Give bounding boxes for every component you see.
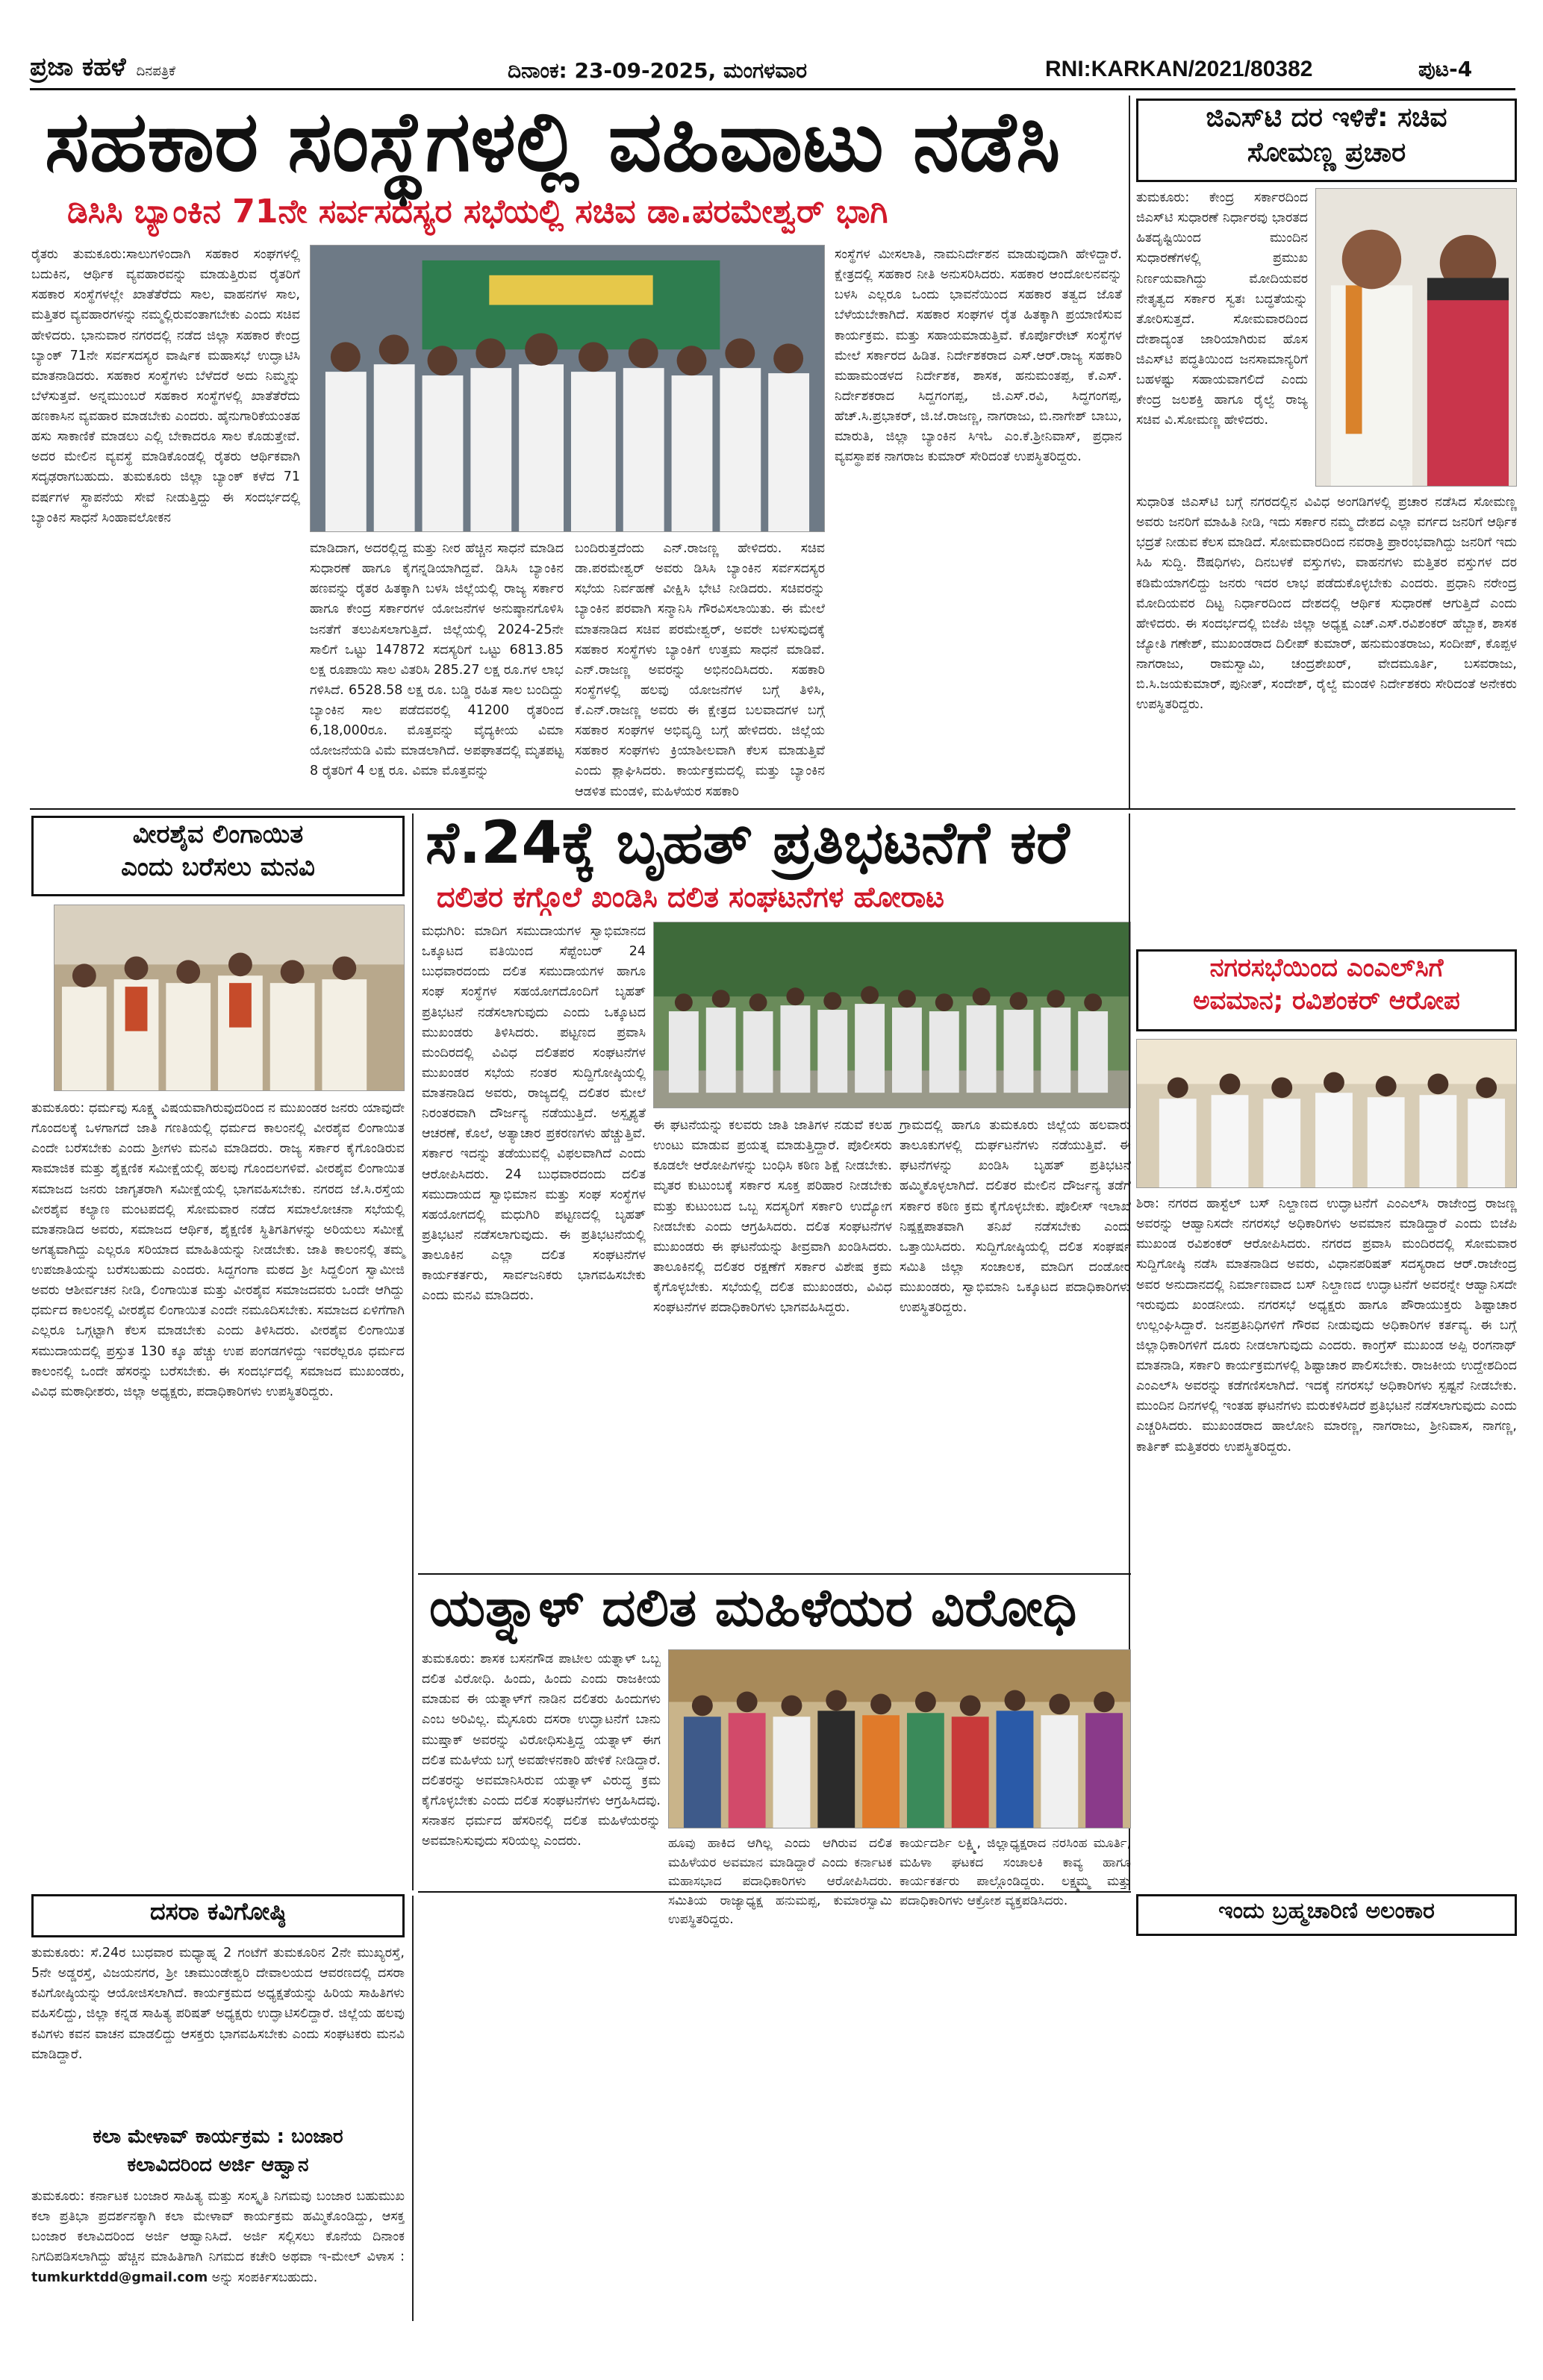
rni-number: RNI:KARKAN/2021/80382 — [1045, 57, 1313, 81]
protest-column-2: ಈ ಘಟನೆಯನ್ನು ಕಲವರು ಜಾತಿ ಜಾತಿಗಳ ನಡುವೆ ಕಲಹ ಉಂಟು ಮಾಡುವ ಪ್ರಯತ್ನ ಮಾಡುತ್ತಿದ್ದಾರೆ. ಪೊಲೀಸರು ಕೂಡಲೇ ಆರೋಪಿಗಳನ್ನು ಬಂಧಿಸಿ ಕಠಿಣ ಶಿಕ್ಷೆ ನೀಡಬೇಕು. ಮೃತರ ಕುಟುಂಬಕ್ಕೆ ಸರ್ಕಾರ ಸೂಕ್ತ ಪರಿಹಾರ ನೀಡಬೇಕು ಮತ್ತು ಕುಟುಂಬದ ಒಬ್ಬ ಸದಸ್ಯರಿಗೆ ಸರ್ಕಾರಿ ಉದ್ಯೋಗ ನೀಡಬೇಕು ಎಂದು ಆಗ್ರಹಿಸಿದರು. ದಲಿತ ಸಂಘಟನೆಗಳ ಮುಖಂಡರು ಈ ಘಟನೆಯನ್ನು ತೀವ್ರವಾಗಿ ಖಂಡಿಸಿದರು. ತಾಲೂಕಿನಲ್ಲಿ ದಲಿತರ ರಕ್ಷಣೆಗೆ ಸರ್ಕಾರ ವಿಶೇಷ ಕ್ರಮ ಕೈಗೊಳ್ಳಬೇಕು. ಸಭೆಯಲ್ಲಿ ದಲಿತ ಮುಖಂಡರು, ವಿವಿಧ ಸಂಘಟನೆಗಳ ಪದಾಧಿಕಾರಿಗಳು ಭಾಗವಹಿಸಿದ್ದರು. — [653, 1118, 892, 1316]
yatnal-body: ತುಮಕೂರು: ಶಾಸಕ ಬಸನಗೌಡ ಪಾಟೀಲ ಯತ್ನಾಳ್ ಒಬ್ಬ ದಲಿತ ವಿರೋಧಿ. ಹಿಂದು, ಹಿಂದು ಎಂದು ರಾಜಕೀಯ ಮಾಡುವ ಈ ಯತ್ನಾಳ್‌ಗೆ ನಾಡಿನ ದಲಿತರು ಹಿಂದುಗಳು ಎಂಬ ಅರಿವಿಲ್ಲ. ಮೈಸೂರು ದಸರಾ ಉದ್ಘಾಟನೆಗೆ ಬಾನು ಮುಷ್ತಾಕ್ ಅವರನ್ನು ವಿರೋಧಿಸುತ್ತಿದ್ದ ಯತ್ನಾಳ್ ಈಗ ದಲಿತ ಮಹಿಳೆಯ ಬಗ್ಗೆ ಅವಹೇಳನಕಾರಿ ಹೇಳಿಕೆ ನೀಡಿದ್ದಾರೆ. ದಲಿತರನ್ನು ಅವಮಾನಿಸಿರುವ ಯತ್ನಾಳ್ ವಿರುದ್ಧ ಕ್ರಮ ಕೈಗೊಳ್ಳಬೇಕು ಎಂದು ದಲಿತ ಸಂಘಟನೆಗಳು ಆಗ್ರಹಿಸಿದವು. ಸನಾತನ ಧರ್ಮದ ಹೆಸರಿನಲ್ಲಿ ದಲಿತ ಮಹಿಳೆಯರನ್ನು ಅವಮಾನಿಸುವುದು ಸರಿಯಲ್ಲ ಎಂದರು. — [422, 1652, 661, 1849]
masthead-rule — [30, 88, 1515, 90]
issue-date: ದಿನಾಂಕ: 23-09-2025, ಮಂಗಳವಾರ — [508, 58, 808, 83]
column-rule — [1129, 96, 1130, 808]
yatnal-caption-2: ಕಾರ್ಯದರ್ಶಿ ಲಕ್ಷ್ಮಿ, ಜಿಲ್ಲಾಧ್ಯಕ್ಷರಾದ ನರಸಿಂಹ ಮೂರ್ತಿ, ಮಹಿಳಾ ಘಟಕದ ಸಂಚಾಲಕಿ ಕಾವ್ಯ ಹಾಗೂ ಕಾರ್ಯಕರ್ತರು ಪಾಲ್ಗೊಂಡಿದ್ದರು. ಲಕ್ಷ್ಮಮ್ಮ ಮತ್ತು ಪದಾಧಿಕಾರಿಗಳು ಆಕ್ರೋಶ ವ್ಯಕ್ತಪಡಿಸಿದರು. — [900, 1836, 1131, 1908]
banjara-headline — [31, 2123, 405, 2179]
banjara-text: ತುಮಕೂರು: ಕರ್ನಾಟಕ ಬಂಜಾರ ಸಾಹಿತ್ಯ ಮತ್ತು ಸಂಸ್ಕೃತಿ ನಿಗಮವು ಬಂಜಾರ ಬಹುಮುಖ ಕಲಾ ಪ್ರತಿಭಾ ಪ್ರದರ್ಶನಕ್ಕಾಗಿ ಕಲಾ ಮೇಳಾವ್ ಕಾರ್ಯಕ್ರಮ ಹಮ್ಮಿಕೊಂಡಿದ್ದು, ಆಸಕ್ತ ಬಂಜಾರ ಕಲಾವಿದರಿಂದ ಅರ್ಜಿ ಆಹ್ವಾನಿಸಿದೆ. ಅರ್ಜಿ ಸಲ್ಲಿಸಲು ಕೊನೆಯ ದಿನಾಂಕ ನಿಗದಿಪಡಿಸಲಾಗಿದ್ದು ಹೆಚ್ಚಿನ ಮಾಹಿತಿಗಾಗಿ ನಿಗಮದ ಕಚೇರಿ ಅಥವಾ ಇ-ಮೇಲ್ ವಿಳಾಸ : — [31, 2189, 405, 2265]
gst-headline-box — [1136, 99, 1517, 182]
lead-column-2: ಮಾಡಿದಾಗ, ಅದರಲ್ಲಿದ್ದ ಮತ್ತು ನೀರ ಹೆಚ್ಚಿನ ಸಾಧನೆ ಮಾಡಿದ ಸುಧಾರಣೆ ಹಾಗೂ ಕೈಗನ್ನಡಿಯಾಗಿದ್ದವೆ. ಡಿಸಿಸಿ ಬ್ಯಾಂಕಿನ ಹಣವನ್ನು ರೈತರ ಹಿತಕ್ಕಾಗಿ ಬಳಸಿ ಜಿಲ್ಲೆಯಲ್ಲಿ ರಾಜ್ಯ ಸರ್ಕಾರ ಹಾಗೂ ಕೇಂದ್ರ ಸರ್ಕಾರಗಳ ಯೋಜನೆಗಳ ಅನುಷ್ಠಾನಗೊಳಿಸಿ ಜನತೆಗೆ ತಲುಪಿಸಲಾಗುತ್ತಿದೆ. ಜಿಲ್ಲೆಯಲ್ಲಿ 2024-25ನೇ ಸಾಲಿಗೆ ಒಟ್ಟು 147872 ಸದಸ್ಯರಿಗೆ ಒಟ್ಟು 6813.85 ಲಕ್ಷ ರೂಪಾಯಿ ಸಾಲ ವಿತರಿಸಿ 285.27 ಲಕ್ಷ ರೂ.ಗಳ ಲಾಭ ಗಳಿಸಿದೆ. 6528.58 ಲಕ್ಷ ರೂ. ಬಡ್ಡಿ ರಹಿತ ಸಾಲ ಬಂದಿದ್ದು ಬ್ಯಾಂಕಿನ ಸಾಲ ಪಡೆದವರಲ್ಲಿ 41200 ರೈತರಿಂದ 6,18,000ರೂ. ಮೊತ್ತವನ್ನು ವೈದ್ಯಕೀಯ ವಿಮಾ ಯೋಜನೆಯಡಿ ವಿಮೆ ಮಾಡಲಾಗಿದೆ. ಅಪಘಾತದಲ್ಲಿ ಮೃತಪಟ್ಟ 8 ರೈತರಿಗೆ 4 ಲಕ್ಷ ರೂ. ವಿಮಾ ಮೊತ್ತವನ್ನು — [310, 541, 564, 779]
gst-photo — [1315, 188, 1517, 487]
banjara-headline-line2: ಕಲಾವಿದರಿಂದ ಅರ್ಜಿ ಆಹ್ವಾನ — [127, 2153, 309, 2176]
newspaper-name — [30, 52, 175, 82]
page-number: ಪುಟ-4 — [1418, 57, 1473, 81]
section-rule — [418, 1573, 1131, 1575]
nagarasabhe-headline-line1: ನಗರಸಭೆಯಿಂದ ಎಂಎಲ್‌ಸಿಗೆ — [1209, 953, 1444, 983]
lead-headline: ಸಹಕಾರ ಸಂಸ್ಥೆಗಳಲ್ಲಿ ವಹಿವಾಟು ನಡೆಸಿ — [45, 93, 1061, 190]
gst-headline-line1: ಜಿಎಸ್‌ಟಿ ದರ ಇಳಿಕೆ: ಸಚಿವ — [1206, 102, 1447, 133]
gst-body: ಸುಧಾರಿತ ಜಿಎಸ್‌ಟಿ ಬಗ್ಗೆ ನಗರದಲ್ಲಿನ ವಿವಿಧ ಅಂಗಡಿಗಳಲ್ಲಿ ಪ್ರಚಾರ ನಡೆಸಿದ ಸೋಮಣ್ಣ ಅವರು ಜನರಿಗೆ ಮಾಹಿತಿ ನೀಡಿ, ಇದು ಸರ್ಕಾರ ನಮ್ಮ ದೇಶದ ಎಲ್ಲಾ ವರ್ಗದ ಜನರಿಗೆ ಆರ್ಥಿಕ ಭದ್ರತೆ ನೀಡುವ ಕೆಲಸ ಮಾಡಿದೆ. ಸೋಮವಾರದಿಂದ ನವರಾತ್ರಿ ಪ್ರಾರಂಭವಾಗಿದ್ದು ಜನರಿಗೆ ಇದು ಸಿಹಿ ಸುದ್ದಿ. ಔಷಧಿಗಳು, ದಿನಬಳಕೆ ವಸ್ತುಗಳು, ವಾಹನಗಳು ಮತ್ತಿತರ ವಸ್ತುಗಳ ದರ ಕಡಿಮೆಯಾಗಲಿದ್ದು ಜನರು ಇದರ ಲಾಭ ಪಡೆದುಕೊಳ್ಳಬೇಕು ಎಂದರು. ಪ್ರಧಾನಿ ನರೇಂದ್ರ ಮೋದಿಯವರ ದಿಟ್ಟ ನಿರ್ಧಾರದಿಂದ ದೇಶದಲ್ಲಿ ಆರ್ಥಿಕ ಸುಧಾರಣೆ ಆಗುತ್ತಿದೆ ಎಂದು ಹೇಳಿದರು. ಈ ಸಂದರ್ಭದಲ್ಲಿ ಬಿಜೆಪಿ ಜಿಲ್ಲಾ ಅಧ್ಯಕ್ಷ ಎಚ್.ಎಸ್.ರವಿಶಂಕರ್ ಹೆಬ್ಬಾಕ, ಶಾಸಕ ಜ್ಯೋತಿ ಗಣೇಶ್, ಮುಖಂಡರಾದ ದಿಲೀಪ್ ಕುಮಾರ್, ಹನುಮಂತರಾಜು, ಸಂದೀಪ್, ಕೊಪ್ಪಳ ನಾಗರಾಜು, ರಾಮಸ್ವಾಮಿ, ಚಂದ್ರಶೇಖರ್, ವೇದಮೂರ್ತಿ, ಬಸವರಾಜು, ಬಿ.ಸಿ.ಜಯಕುಮಾರ್, ಪುನೀತ್, ಸಂದೇಶ್, ರೈಲ್ವೆ ಮಂಡಳಿ ನಿರ್ದೇಶಕರು ಸೇರಿದಂತೆ ಅನೇಕರು ಉಪಸ್ಥಿತರಿದ್ದರು. — [1136, 495, 1517, 713]
kavigoshti-headline: ದಸರಾ ಕವಿಗೋಷ್ಠಿ — [31, 1894, 405, 1937]
section-rule — [418, 1891, 1131, 1893]
masthead-title: ಪ್ರಜಾ ಕಹಳೆ — [30, 52, 126, 82]
lead-subhead: ಡಿಸಿಸಿ ಬ್ಯಾಂಕಿನ 71ನೇ ಸರ್ವಸದಸ್ಯರ ಸಭೆಯಲ್ಲಿ ಸಚಿವ ಡಾ.ಪರಮೇಶ್ವರ್ ಭಾಗಿ — [67, 193, 888, 231]
banjara-body — [31, 2187, 405, 2317]
yatnal-caption-1: ಹೂವು ಹಾಕಿದ ಆಗಿಲ್ಲ ಎಂದು ಆಗಿರುವ ದಲಿತ ಮಹಿಳೆಯರ ಅವಮಾನ ಮಾಡಿದ್ದಾರೆ ಎಂದು ಕರ್ನಾಟಕ ಮಹಾಸಭಾದ ಪದಾಧಿಕಾರಿಗಳು ಆರೋಪಿಸಿದರು. ಸಮಿತಿಯ ರಾಜ್ಯಾಧ್ಯಕ್ಷ ಹನುಮಪ್ಪ, ಕುಮಾರಸ್ವಾಮಿ ಉಪಸ್ಥಿತರಿದ್ದರು. — [668, 1836, 892, 1927]
banjara-headline-line1: ಕಲಾ ಮೇಳಾವ್ ಕಾರ್ಯಕ್ರಮ : ಬಂಜಾರ — [93, 2126, 343, 2148]
veerashaiva-headline-line1: ವೀರಶೈವ ಲಿಂಗಾಯಿತ — [132, 819, 304, 849]
protest-subhead: ದಲಿತರ ಕಗ್ಗೊಲೆ ಖಂಡಿಸಿ ದಲಿತ ಸಂಘಟನೆಗಳ ಹೋರಾಟ — [437, 881, 944, 913]
yatnal-photo — [668, 1649, 1131, 1828]
protest-column-1: ಮಧುಗಿರಿ: ಮಾದಿಗ ಸಮುದಾಯಗಳ ಸ್ವಾಭಿಮಾನದ ಒಕ್ಕೂಟದ ವತಿಯಿಂದ ಸೆಪ್ಟೆಂಬರ್ 24 ಬುಧವಾರದಂದು ದಲಿತ ಸಮುದಾಯಗಳ ಹಾಗೂ ಸಂಘ ಸಂಸ್ಥೆಗಳ ಸಹಯೋಗದೊಂದಿಗೆ ಬೃಹತ್ ಪ್ರತಿಭಟನೆ ನಡೆಸಲಾಗುವುದು ಎಂದು ಒಕ್ಕೂಟದ ಮುಖಂಡರು ತಿಳಿಸಿದರು. ಪಟ್ಟಣದ ಪ್ರವಾಸಿ ಮಂದಿರದಲ್ಲಿ ವಿವಿಧ ದಲಿತಪರ ಸಂಘಟನೆಗಳ ಮುಖಂಡರ ಸಭೆಯ ನಂತರ ಸುದ್ದಿಗೋಷ್ಠಿಯಲ್ಲಿ ಮಾತನಾಡಿದ ಅವರು, ರಾಜ್ಯದಲ್ಲಿ ದಲಿತರ ಮೇಲೆ ನಿರಂತರವಾಗಿ ದೌರ್ಜನ್ಯ ನಡೆಯುತ್ತಿದೆ. ಅಸ್ಪೃಶ್ಯತೆ ಆಚರಣೆ, ಕೊಲೆ, ಅತ್ಯಾಚಾರ ಪ್ರಕರಣಗಳು ಹೆಚ್ಚುತ್ತಿವೆ. ಸರ್ಕಾರ ಇದನ್ನು ತಡೆಯುವಲ್ಲಿ ವಿಫಲವಾಗಿದೆ ಎಂದು ಆರೋಪಿಸಿದರು. 24 ಬುಧವಾರದಂದು ದಲಿತ ಸಮುದಾಯದ ಸ್ವಾಭಿಮಾನ ಮತ್ತು ಸಂಘ ಸಂಸ್ಥೆಗಳ ಸಹಯೋಗದಲ್ಲಿ ಮಧುಗಿರಿ ಪಟ್ಟಣದಲ್ಲಿ ಬೃಹತ್ ಪ್ರತಿಭಟನೆ ನಡೆಸಲಾಗುವುದು. ಈ ಪ್ರತಿಭಟನೆಯಲ್ಲಿ ತಾಲೂಕಿನ ಎಲ್ಲಾ ದಲಿತ ಸಂಘಟನೆಗಳ ಕಾರ್ಯಕರ್ತರು, ಸಾರ್ವಜನಿಕರು ಭಾಗವಹಿಸಬೇಕು ಎಂದು ಮನವಿ ಮಾಡಿದರು. — [422, 924, 646, 1304]
veerashaiva-headline-box — [31, 816, 405, 896]
nagarasabhe-headline-box — [1136, 949, 1517, 1031]
gst-intro: ತುಮಕೂರು: ಕೇಂದ್ರ ಸರ್ಕಾರದಿಂದ ಜಿಎಸ್‌ಟಿ ಸುಧಾರಣೆ ನಿರ್ಧಾರವು ಭಾರತದ ಹಿತದೃಷ್ಟಿಯಿಂದ ಮುಂದಿನ ಸುಧಾರಣೆಗಳಲ್ಲಿ ಪ್ರಮುಖ ನಿರ್ಣಯವಾಗಿದ್ದು ಮೋದಿಯವರ ನೇತೃತ್ವದ ಸರ್ಕಾರ ಸ್ವತಃ ಬದ್ಧತೆಯನ್ನು ತೋರಿಸುತ್ತದೆ. ಸೋಮವಾರದಿಂದ ದೇಶಾದ್ಯಂತ ಜಾರಿಯಾಗಿರುವ ಹೊಸ ಜಿಎಸ್‌ಟಿ ಪದ್ಧತಿಯಿಂದ ಜನಸಾಮಾನ್ಯರಿಗೆ ಬಹಳಷ್ಟು ಸಹಾಯವಾಗಲಿದೆ ಎಂದು ಕೇಂದ್ರ ಜಲಶಕ್ತಿ ಹಾಗೂ ರೈಲ್ವೆ ರಾಜ್ಯ ಸಚಿವ ವಿ.ಸೋಮಣ್ಣ ಹೇಳಿದರು. — [1136, 190, 1308, 428]
lead-column-4: ಸಂಸ್ಥೆಗಳ ಮೀಸಲಾತಿ, ನಾಮನಿರ್ದೇಶನ ಮಾಡುವುದಾಗಿ ಹೇಳಿದ್ದಾರೆ. ಕ್ಷೇತ್ರದಲ್ಲಿ ಸಹಕಾರ ನೀತಿ ಅನುಸರಿಸಿದರು. ಸಹಕಾರ ಆಂದೋಲನವನ್ನು ಬಳಸಿ ಎಲ್ಲರೂ ಒಂದು ಭಾವನೆಯಿಂದ ಸಹಕಾರ ತತ್ವದ ಜೊತೆ ಬೆಳೆಯಬೇಕಾಗಿದೆ. ಸಹಕಾರ ಸಂಘಗಳ ರೈತ ಹಿತಕ್ಕಾಗಿ ಪ್ರಯಾಣಿಸುವ ಕಾರ್ಯಕ್ರಮ. ಮತ್ತು ಸಹಾಯಮಾಡುತ್ತಿವೆ. ಕೊರ್ಪೊರೇಟ್ ಸಂಸ್ಥೆಗಳ ಮೇಲೆ ಸರ್ಕಾರದ ಹಿಡಿತ. ನಿರ್ದೇಶಕರಾದ ಎಸ್.ಆರ್.ರಾಜ್ಯ ಸಹಕಾರಿ ಮಹಾಮಂಡಳದ ನಿರ್ದೇಶಕ, ಶಾಸಕ, ಹನುಮಂತಪ್ಪ, ಕೆ.ಎಸ್. ನಿರ್ದೇಶಕರಾದ ಸಿದ್ದಗಂಗಪ್ಪ, ಜಿ.ಎಸ್.ರವಿ, ಸಿದ್ಧಗಂಗಪ್ಪ, ಹೆಚ್.ಸಿ.ಪ್ರಭಾಕರ್, ಜಿ.ಜೆ.ರಾಜಣ್ಣ, ನಾಗರಾಜು, ಬಿ.ನಾಗೇಶ್ ಬಾಬು, ಮಾರುತಿ, ಜಿಲ್ಲಾ ಬ್ಯಾಂಕಿನ ಸಿಇಓ ಎಂ.ಕೆ.ಶ್ರೀನಿವಾಸ್, ಪ್ರಧಾನ ವ್ಯವಸ್ಥಾಪಕ ನಾಗರಾಜ ಕುಮಾರ್ ಸೇರಿದಂತೆ ಉಪಸ್ಥಿತರಿದ್ದರು. — [835, 247, 1122, 465]
kavigoshti-body: ತುಮಕೂರು: ಸೆ.24ರ ಬುಧವಾರ ಮಧ್ಯಾಹ್ನ 2 ಗಂಟೆಗೆ ತುಮಕೂರಿನ 2ನೇ ಮುಖ್ಯರಸ್ತೆ, 5ನೇ ಅಡ್ಡರಸ್ತೆ, ವಿಜಯನಗರ, ಶ್ರೀ ಚಾಮುಂಡೇಶ್ವರಿ ದೇವಾಲಯದ ಆವರಣದಲ್ಲಿ ದಸರಾ ಕವಿಗೋಷ್ಠಿಯನ್ನು ಆಯೋಜಿಸಲಾಗಿದೆ. ಕಾರ್ಯಕ್ರಮದ ಅಧ್ಯಕ್ಷತೆಯನ್ನು ಹಿರಿಯ ಸಾಹಿತಿಗಳು ವಹಿಸಲಿದ್ದು, ಜಿಲ್ಲಾ ಕನ್ನಡ ಸಾಹಿತ್ಯ ಪರಿಷತ್ ಅಧ್ಯಕ್ಷರು ಉದ್ಘಾಟಿಸಲಿದ್ದಾರೆ. ಜಿಲ್ಲೆಯ ಹಲವು ಕವಿಗಳು ಕವನ ವಾಚನ ಮಾಡಲಿದ್ದು ಆಸಕ್ತರು ಭಾಗವಹಿಸಬೇಕು ಎಂದು ಸಂಘಟಕರು ಮನವಿ ಮಾಡಿದ್ದಾರೆ. — [31, 1946, 405, 2062]
brahmacharini-headline: ಇಂದು ಬ್ರಹ್ಮಚಾರಿಣಿ ಅಲಂಕಾರ — [1136, 1894, 1517, 1936]
column-rule — [412, 813, 414, 1890]
veerashaiva-photo — [54, 905, 405, 1091]
nagarasabhe-headline-line2: ಅವಮಾನ; ರವಿಶಂಕರ್ ಆರೋಪ — [1193, 986, 1460, 1016]
gst-headline-line2: ಸೋಮಣ್ಣ ಪ್ರಚಾರ — [1247, 137, 1406, 168]
nagarasabhe-body: ಶಿರಾ: ನಗರದ ಹಾಸ್ಟೆಲ್ ಬಸ್ ನಿಲ್ದಾಣದ ಉದ್ಘಾಟನೆಗೆ ಎಂಎಲ್‌ಸಿ ರಾಜೇಂದ್ರ ರಾಜಣ್ಣ ಅವರನ್ನು ಆಹ್ವಾನಿಸದೇ ನಗರಸಭೆ ಅಧಿಕಾರಿಗಳು ಅವಮಾನ ಮಾಡಿದ್ದಾರೆ ಎಂದು ಬಿಜೆಪಿ ಮುಖಂಡ ರವಿಶಂಕರ್ ಆರೋಪಿಸಿದರು. ನಗರದ ಪ್ರವಾಸಿ ಮಂದಿರದಲ್ಲಿ ಸೋಮವಾರ ಸುದ್ದಿಗೋಷ್ಠಿ ನಡೆಸಿ ಮಾತನಾಡಿದ ಅವರು, ವಿಧಾನಪರಿಷತ್ ಸದಸ್ಯರಾದ ಆರ್.ರಾಜೇಂದ್ರ ಅವರ ಅನುದಾನದಲ್ಲಿ ನಿರ್ಮಾಣವಾದ ಬಸ್ ನಿಲ್ದಾಣದ ಉದ್ಘಾಟನೆಗೆ ಅವರನ್ನೇ ಆಹ್ವಾನಿಸದೇ ಇರುವುದು ಖಂಡನೀಯ. ನಗರಸಭೆ ಅಧ್ಯಕ್ಷರು ಹಾಗೂ ಪೌರಾಯುಕ್ತರು ಶಿಷ್ಟಾಚಾರ ಉಲ್ಲಂಘಿಸಿದ್ದಾರೆ. ಜನಪ್ರತಿನಿಧಿಗಳಿಗೆ ಗೌರವ ನೀಡುವುದು ಅಧಿಕಾರಿಗಳ ಕರ್ತವ್ಯ. ಈ ಬಗ್ಗೆ ಜಿಲ್ಲಾಧಿಕಾರಿಗಳಿಗೆ ದೂರು ನೀಡಲಾಗುವುದು ಎಂದರು. ಕಾಂಗ್ರೆಸ್ ಮುಖಂಡ ಅಪ್ಪಿ ರಂಗನಾಥ್ ಮಾತನಾಡಿ, ಸರ್ಕಾರಿ ಕಾರ್ಯಕ್ರಮಗಳಲ್ಲಿ ಶಿಷ್ಟಾಚಾರ ಪಾಲಿಸಬೇಕು. ರಾಜಕೀಯ ಉದ್ದೇಶದಿಂದ ಎಂಎಲ್‌ಸಿ ಅವರನ್ನು ಕಡೆಗಣಿಸಲಾಗಿದೆ. ಇದಕ್ಕೆ ನಗರಸಭೆ ಅಧಿಕಾರಿಗಳು ಸ್ಪಷ್ಟನೆ ನೀಡಬೇಕು. ಮುಂದಿನ ದಿನಗಳಲ್ಲಿ ಇಂತಹ ಘಟನೆಗಳು ಮರುಕಳಿಸಿದರೆ ಪ್ರತಿಭಟನೆ ನಡೆಸಲಾಗುವುದು ಎಂದು ಎಚ್ಚರಿಸಿದರು. ಮುಖಂಡರಾದ ಹಾಲೋನಿ ಮಾರಣ್ಣ, ನಾಗರಾಜು, ಶ್ರೀನಿವಾಸ, ನಾಗಣ್ಣ, ಕಾರ್ತಿಕ್ ಮತ್ತಿತರರು ಉಪಸ್ಥಿತರಿದ್ದರು. — [1136, 1196, 1517, 1455]
protest-headline: ಸೆ.24ಕ್ಕೆ ಬೃಹತ್ ಪ್ರತಿಭಟನೆಗೆ ಕರೆ — [426, 810, 1070, 877]
veerashaiva-body: ತುಮಕೂರು: ಧರ್ಮವು ಸೂಕ್ಷ್ಮ ವಿಷಯವಾಗಿರುವುದರಿಂದ ನ ಮುಖಂಡರ ಜನರು ಯಾವುದೇ ಗೊಂದಲಕ್ಕೆ ಒಳಗಾಗದೆ ಜಾತಿ ಗಣತಿಯಲ್ಲಿ ಧರ್ಮದ ಕಾಲಂನಲ್ಲಿ ವೀರಶೈವ ಲಿಂಗಾಯಿತ ಎಂದೇ ಬರೆಸಬೇಕು ಎಂದು ಶ್ರೀಗಳು ಮನವಿ ಮಾಡಿದರು. ರಾಜ್ಯ ಸರ್ಕಾರ ಕೈಗೊಂಡಿರುವ ಸಾಮಾಜಿಕ ಮತ್ತು ಶೈಕ್ಷಣಿಕ ಸಮೀಕ್ಷೆಯಲ್ಲಿ ಹಲವು ಗೊಂದಲಗಳಿವೆ. ವೀರಶೈವ ಲಿಂಗಾಯಿತ ಸಮಾಜದ ಜನರು ಜಾಗೃತರಾಗಿ ಸಮೀಕ್ಷೆಯಲ್ಲಿ ಭಾಗವಹಿಸಬೇಕು. ನಗರದ ಜೆ.ಸಿ.ರಸ್ತೆಯ ವೀರಶೈವ ಕಲ್ಯಾಣ ಮಂಟಪದಲ್ಲಿ ಸೋಮವಾರ ನಡೆದ ಸಮಾಲೋಚನಾ ಸಭೆಯಲ್ಲಿ ಮಾತನಾಡಿದ ಅವರು, ಸಮಾಜದ ಆರ್ಥಿಕ, ಶೈಕ್ಷಣಿಕ ಸ್ಥಿತಿಗತಿಗಳನ್ನು ಅರಿಯಲು ಸಮೀಕ್ಷೆ ಅಗತ್ಯವಾಗಿದ್ದು ಎಲ್ಲರೂ ಸರಿಯಾದ ಮಾಹಿತಿಯನ್ನು ನೀಡಬೇಕು. ಜಾತಿ ಕಾಲಂನಲ್ಲಿ ತಮ್ಮ ಉಪಜಾತಿಯನ್ನು ಬರೆಸಬಹುದು ಎಂದರು. ಸಿದ್ದಗಂಗಾ ಮಠದ ಶ್ರೀ ಸಿದ್ದಲಿಂಗ ಸ್ವಾಮೀಜಿ ಅವರು ಆಶೀರ್ವಚನ ನೀಡಿ, ಲಿಂಗಾಯಿತ ಮತ್ತು ವೀರಶೈವ ಸಮಾಜದವರು ಒಂದೇ ಆಗಿದ್ದು ಧರ್ಮದ ಕಾಲಂನಲ್ಲಿ ವೀರಶೈವ ಲಿಂಗಾಯಿತ ಎಂದೇ ನಮೂದಿಸಬೇಕು. ಸಮಾಜದ ಏಳಿಗೆಗಾಗಿ ಎಲ್ಲರೂ ಒಗ್ಗಟ್ಟಾಗಿ ಕೆಲಸ ಮಾಡಬೇಕು ಎಂದು ತಿಳಿಸಿದರು. ವೀರಶೈವ ಲಿಂಗಾಯಿತ ಸಮುದಾಯದಲ್ಲಿ ಪ್ರಸ್ತುತ 130 ಕ್ಕೂ ಹೆಚ್ಚು ಉಪ ಪಂಗಡಗಳಿದ್ದು ಇವರೆಲ್ಲರೂ ಧರ್ಮದ ಕಾಲಂನಲ್ಲಿ ಒಂದೇ ಹೆಸರನ್ನು ಬರೆಸಬೇಕು. ಈ ಸಂದರ್ಭದಲ್ಲಿ ಸಮಾಜದ ಮುಖಂಡರು, ವಿವಿಧ ಮಠಾಧೀಶರು, ಜಿಲ್ಲಾ ಅಧ್ಯಕ್ಷರು, ಪದಾಧಿಕಾರಿಗಳು ಉಪಸ್ಥಿತರಿದ್ದರು. — [31, 1101, 405, 1399]
yatnal-headline: ಯತ್ನಾಳ್ ದಲಿತ ಮಹಿಳೆಯರ ವಿರೋಧಿ — [429, 1577, 1077, 1638]
banjara-email[interactable]: tumkurktdd@gmail.com — [31, 2270, 208, 2285]
nagarasabhe-photo — [1136, 1039, 1517, 1188]
column-rule — [412, 1896, 414, 2321]
banjara-tail: ಅನ್ನು ಸಂಪರ್ಕಿಸಬಹುದು. — [211, 2270, 318, 2285]
lead-column-3: ಬಂದಿರುತ್ತದೆಂದು ಎನ್.ರಾಜಣ್ಣ ಹೇಳಿದರು. ಸಚಿವ ಡಾ.ಪರಮೇಶ್ವರ್ ಅವರು ಡಿಸಿಸಿ ಬ್ಯಾಂಕಿನ ಸರ್ವಸದಸ್ಯರ ಸಭೆಯ ನಿರ್ವಹಣೆ ವೀಕ್ಷಿಸಿ ಭೇಟಿ ನೀಡಿದರು. ಸಚಿವರನ್ನು ಬ್ಯಾಂಕಿನ ಪರವಾಗಿ ಸನ್ಮಾನಿಸಿ ಗೌರವಿಸಲಾಯಿತು. ಈ ಮೇಲೆ ಮಾತನಾಡಿದ ಸಚಿವ ಪರಮೇಶ್ವರ್, ಅವರೇ ಬಳಸುವುದಕ್ಕೆ ಸಹಕಾರ ಸಂಸ್ಥೆಗಳು ಬ್ಯಾಂಕಿಗೆ ಉತ್ತಮ ಸಾಧನೆ ಮಾಡಿವೆ. ಎನ್.ರಾಜಣ್ಣ ಅವರನ್ನು ಅಭಿನಂದಿಸಿದರು. ಸಹಕಾರಿ ಸಂಸ್ಥೆಗಳಲ್ಲಿ ಹಲವು ಯೋಜನೆಗಳ ಬಗ್ಗೆ ತಿಳಿಸಿ, ಕೆ.ಎನ್.ರಾಜಣ್ಣ ಅವರು ಈ ಕ್ಷೇತ್ರದ ಬಲವಾದಗಳ ಬಗ್ಗೆ ಸಹಕಾರ ಸಂಘಗಳ ಅಭಿವೃದ್ಧಿ ಬಗ್ಗೆ ಹೇಳಿದರು. ಜಿಲ್ಲೆಯ ಸಹಕಾರ ಸಂಘಗಳು ಕ್ರಿಯಾಶೀಲವಾಗಿ ಕೆಲಸ ಮಾಡುತ್ತಿವೆ ಎಂದು ಶ್ಲಾಘಿಸಿದರು. ಕಾರ್ಯಕ್ರಮದಲ್ಲಿ ಮತ್ತು ಬ್ಯಾಂಕಿನ ಆಡಳಿತ ಮಂಡಳಿ, ಮಹಿಳೆಯರ ಸಹಕಾರಿ — [575, 541, 825, 799]
lead-photo — [310, 245, 825, 532]
lead-column-1: ರೈತರು ತುಮಕೂರು:ಸಾಲುಗಳಿಂದಾಗಿ ಸಹಕಾರ ಸಂಘಗಳಲ್ಲಿ ಬದುಕಿನ, ಆರ್ಥಿಕ ವ್ಯವಹಾರವನ್ನು ಮಾಡುತ್ತಿರುವ ರೈತರಿಗೆ ಸಹಕಾರ ಸಂಸ್ಥೆಗಳಲ್ಲೇ ಖಾತೆತೆರೆದು ಸಾಲ, ವಾಹನಗಳ ಸಾಲ, ಮತ್ತಿತರ ವ್ಯವಹಾರಗಳನ್ನು ನಮ್ಮಲ್ಲಿರುವಂತಾಗಬೇಕು ಎಂದು ಸಚಿವ ಹೇಳಿದರು. ಭಾನುವಾರ ನಗರದಲ್ಲಿ ನಡೆದ ಜಿಲ್ಲಾ ಸಹಕಾರ ಕೇಂದ್ರ ಬ್ಯಾಂಕ್ 71ನೇ ಸರ್ವಸದಸ್ಯರ ವಾರ್ಷಿಕ ಮಹಾಸಭೆ ಉದ್ಘಾಟಿಸಿ ಮಾತನಾಡಿದರು. ಸಹಕಾರ ಸಂಸ್ಥೆಗಳು ಬೆಳೆದರೆ ಅದು ನಿಮ್ಮನ್ನು ಬೆಳೆಸುತ್ತವೆ. ಅನ್ನಮುಂಬರೆ ಸಹಕಾರ ಸಂಸ್ಥೆಗಳಲ್ಲಿ ಖಾತೆತೆರೆದು ಹಣಕಾಸಿನ ವ್ಯವಹಾರ ಮಾಡಬೇಕು ಎಂದರು. ಹೈನುಗಾರಿಕೆಯಂತಹ ಹಸು ಸಾಕಾಣಿಕೆ ಮಾಡಲು ಎಲ್ಲಿ ಬೇಕಾದರೂ ಸಾಲ ಕೊಡುತ್ತೇವೆ. ಅದರ ಮೇಲಿನ ವ್ಯವಸ್ಥೆ ಮಾಡಿಕೊಂಡಲ್ಲಿ ರೈತರು ಆರ್ಥಿಕವಾಗಿ ಸದೃಢರಾಗಬಹುದು. ತುಮಕೂರು ಜಿಲ್ಲಾ ಬ್ಯಾಂಕ್ ಕಳೆದ 71 ವರ್ಷಗಳ ಸ್ಥಾಪನೆಯ ಸೇವೆ ನೀಡುತ್ತಿದ್ದು ಈ ಸಂದರ್ಭದಲ್ಲಿ ಬ್ಯಾಂಕಿನ ಸಾಧನೆ ಸಿಂಹಾವಲೋಕನ — [31, 247, 300, 525]
masthead-subtitle: ದಿನಪತ್ರಿಕೆ — [136, 63, 175, 79]
protest-column-3: ಗ್ರಾಮದಲ್ಲಿ ಹಾಗೂ ತುಮಕೂರು ಜಿಲ್ಲೆಯ ಹಲವಾರು ತಾಲೂಕುಗಳಲ್ಲಿ ದುರ್ಘಟನೆಗಳು ನಡೆಯುತ್ತಿವೆ. ಈ ಘಟನೆಗಳನ್ನು ಖಂಡಿಸಿ ಬೃಹತ್ ಪ್ರತಿಭಟನೆ ಹಮ್ಮಿಕೊಳ್ಳಲಾಗಿದೆ. ದಲಿತರ ಮೇಲಿನ ದೌರ್ಜನ್ಯ ತಡೆಗೆ ಸರ್ಕಾರ ಕಠಿಣ ಕ್ರಮ ಕೈಗೊಳ್ಳಬೇಕು. ಪೊಲೀಸ್ ಇಲಾಖೆ ನಿಷ್ಪಕ್ಷಪಾತವಾಗಿ ತನಿಖೆ ನಡೆಸಬೇಕು ಎಂದು ಒತ್ತಾಯಿಸಿದರು. ಸುದ್ದಿಗೋಷ್ಠಿಯಲ್ಲಿ ದಲಿತ ಸಂಘರ್ಷ ಸಮಿತಿ ಜಿಲ್ಲಾ ಸಂಚಾಲಕ, ಮಾದಿಗ ದಂಡೋರ ಮುಖಂಡರು, ಸ್ವಾಭಿಮಾನಿ ಒಕ್ಕೂಟದ ಪದಾಧಿಕಾರಿಗಳು ಉಪಸ್ಥಿತರಿದ್ದರು. — [900, 1118, 1131, 1316]
protest-photo — [653, 922, 1131, 1108]
veerashaiva-headline-line2: ಎಂದು ಬರೆಸಲು ಮನವಿ — [121, 852, 315, 883]
